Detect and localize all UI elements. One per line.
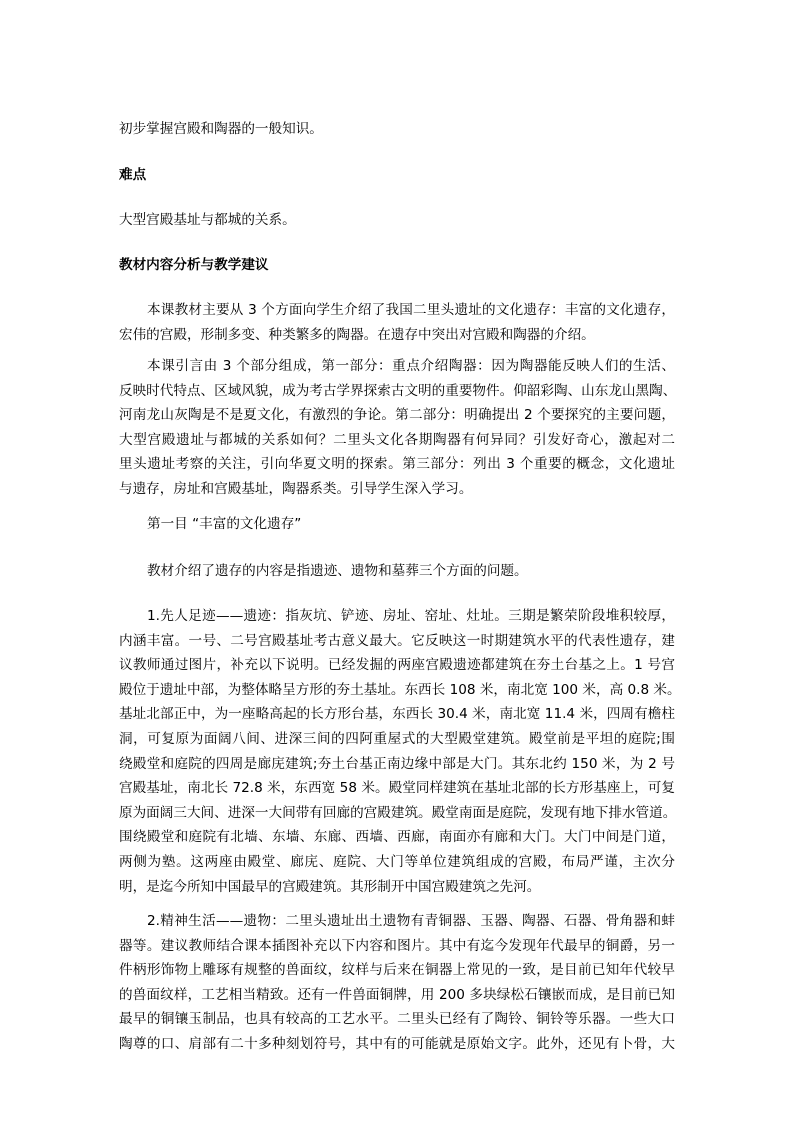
text-line: 第一目 “丰富的文化遗存” (147, 516, 302, 532)
paragraph-remains (119, 559, 675, 584)
text-line: 器等。建议教师结合课本插图补充以下内容和图片。其中有迄今发现年代最早的铜爵，另一 (119, 937, 675, 954)
text-line: 围绕殿堂和庭院有北墙、东墙、东廊、西墙、西廊，南面亦有廊和大门。大门中间是门道， (119, 829, 675, 846)
text-line: 与遗存，房址和宫殿基址，陶器系类。引导学生深入学习。 (119, 480, 473, 497)
text-line: 明，是迄今所知中国最早的宫殿建筑。其形制开中国宫殿建筑之先河。 (119, 878, 541, 895)
text-line: 里头遗址考察的关注，引向华夏文明的探索。第三部分：列出 3 个重要的概念，文化遗址 (119, 456, 675, 473)
difficulty-paragraph (119, 208, 675, 233)
text-line: 宏伟的宫殿，形制多变、种类繁多的陶器。在遗存中突出对宫殿和陶器的介绍。 (119, 326, 595, 343)
text-line: 反映时代特点、区域风貌，成为考古学界探索古文明的重要物件。仰韶彩陶、山东龙山黑陶、 (119, 382, 677, 399)
text-line: 议教师通过图片，补充以下说明。已经发掘的两座宫殿遗迹都建筑在夯土台基之上。1 号宫 (119, 657, 675, 674)
text-line: 大型宫殿基址与都城的关系。 (119, 212, 296, 228)
text-line: 1.先人足迹——遗迹：指灰坑、铲迹、房址、窑址、灶址。三期是繁荣阶段堆积较厚， (147, 608, 675, 624)
text-line: 两侧为塾。这两座由殿堂、廊庑、庭院、大门等单位建筑组成的宫殿，布局严谨，主次分 (119, 853, 675, 870)
paragraph-introduction (119, 354, 675, 502)
text-line: 河南龙山灰陶是不是夏文化，有激烈的争论。第二部分：明确提出 2 个要探究的主要问题， (119, 407, 675, 424)
text-line: 初步掌握宫殿和陶器的一般知识。 (119, 121, 323, 137)
text-line: 大型宫殿遗址与都城的关系如何？二里头文化各期陶器有何异同？引发好奇心，激起对二 (119, 431, 675, 448)
intro-paragraph (119, 117, 675, 142)
text-line: 件柄形饰物上雕琢有规整的兽面纹，纹样与后来在铜器上常见的一致，是目前已知年代较早 (119, 962, 675, 979)
text-line: 本课引言由 3 个部分组成，第一部分：重点介绍陶器：因为陶器能反映人们的生活、 (147, 358, 675, 374)
text-line: 陶尊的口、肩部有二十多种刻划符号，其中有的可能就是原始文字。此外，还见有卜骨，大 (119, 1035, 675, 1052)
text-line: 本课教材主要从 3 个方面向学生介绍了我国二里头遗址的文化遗存：丰富的文化遗存， (147, 302, 675, 318)
text-line: 绕殿堂和庭院的四周是廊庑建筑;夯土台基正南边缘中部是大门。其东北约 150 米，为 2 号 (119, 755, 675, 772)
analysis-heading: 教材内容分析与教学建议 (119, 257, 269, 273)
text-line: 内涵丰富。一号、二号宫殿基址考古意义最大。它反映这一时期建筑水平的代表性遗存，建 (119, 632, 675, 649)
difficulty-heading: 难点 (119, 167, 147, 183)
text-line: 殿位于遗址中部，为整体略呈方形的夯土基址。东西长 108 米，南北宽 100 米，高 0.8 米。 (119, 681, 681, 698)
text-line: 的兽面纹样，工艺相当精致。还有一件兽面铜牌，用 200 多块绿松石镶嵌而成，是目前已知 (119, 986, 675, 1003)
text-line: 最早的铜镶玉制品，也具有较高的工艺水平。二里头已经有了陶铃、铜铃等乐器。一些大口 (119, 1011, 675, 1028)
text-line: 洞，可复原为面阔八间、进深三间的四阿重屋式的大型殿堂建筑。殿堂前是平坦的庭院;围 (119, 730, 675, 747)
text-line: 2.精神生活——遗物：二里头遗址出土遗物有青铜器、玉器、陶器、石器、骨角器和蚌 (147, 913, 675, 929)
text-line: 宫殿基址，南北长 72.8 米，东西宽 58 米。殿堂同样建筑在基址北部的长方形基座上，可复 (119, 780, 675, 797)
section-title (119, 512, 675, 537)
paragraph-relics (119, 604, 681, 899)
paragraph-artifacts (119, 909, 675, 1057)
text-line: 基址北部正中，为一座略高起的长方形台基，东西长 30.4 米，南北宽 11.4 米，四周有檐柱 (119, 706, 675, 723)
paragraph-overview (119, 298, 675, 347)
text-line: 教材介绍了遗存的内容是指遗迹、遗物和墓葬三个方面的问题。 (147, 563, 528, 579)
text-line: 原为面阔三大间、进深一大间带有回廊的宫殿建筑。殿堂南面是庭院，发现有地下排水管道。 (119, 804, 677, 821)
